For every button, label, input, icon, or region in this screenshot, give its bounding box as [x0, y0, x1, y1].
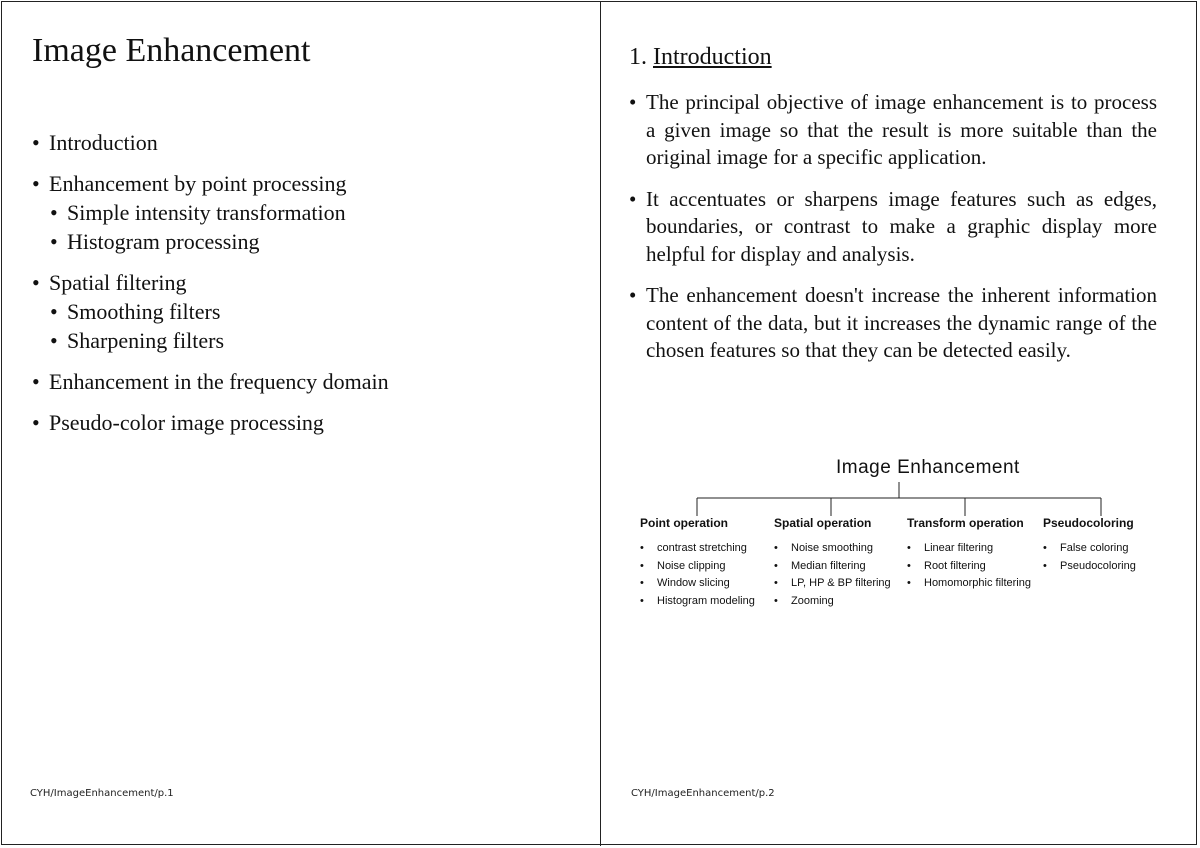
toc-item-label: Spatial filtering	[49, 270, 187, 295]
section-number: 1.	[629, 44, 647, 70]
toc-list	[32, 128, 572, 449]
bullet-icon: •	[907, 542, 911, 554]
toc-subitem-label: Simple intensity transformation	[67, 200, 346, 225]
list-item	[907, 575, 1031, 593]
toc-subitem-label: Smoothing filters	[67, 299, 221, 324]
list-item	[774, 540, 891, 558]
list-item	[640, 558, 755, 576]
list-item-label: Window slicing	[657, 577, 730, 589]
list-item	[640, 593, 755, 611]
paragraph-text: The enhancement doesn't increase the inherent information content of the data, but it increases the dynamic range of the chosen features so that they can be detected easily.	[646, 283, 1157, 362]
toc-item	[32, 169, 572, 198]
bullet-icon: •	[1043, 542, 1047, 554]
bullet-icon: •	[774, 542, 778, 554]
bullet-icon: •	[907, 577, 911, 589]
bullet-icon: •	[32, 410, 40, 435]
diagram-column-transform	[907, 516, 1031, 593]
bullet-icon: •	[50, 299, 58, 324]
list-item-label: Pseudocoloring	[1060, 559, 1136, 572]
list-item-label: Median filtering	[791, 559, 866, 572]
list-item	[640, 575, 755, 593]
paragraph-list	[629, 89, 1157, 379]
bullet-icon: •	[640, 542, 644, 554]
bullet-icon: •	[629, 283, 637, 307]
paragraph	[629, 186, 1157, 269]
bullet-icon: •	[50, 328, 58, 353]
toc-item-label: Enhancement in the frequency domain	[49, 369, 389, 394]
toc-item	[32, 367, 572, 396]
list-item	[907, 540, 1031, 558]
toc-subitem	[32, 198, 572, 227]
right-page	[601, 0, 1200, 848]
bullet-icon: •	[629, 90, 637, 114]
toc-group	[32, 367, 572, 396]
bullet-icon: •	[32, 171, 40, 196]
list-item-label: contrast stretching	[657, 542, 747, 554]
section-title: Introduction	[653, 44, 772, 70]
diagram-column-spatial	[774, 516, 891, 610]
toc-item-label: Pseudo-color image processing	[49, 410, 324, 435]
list-item	[1043, 540, 1136, 558]
column-list	[907, 540, 1031, 593]
toc-item	[32, 268, 572, 297]
toc-subitem-label: Sharpening filters	[67, 328, 225, 353]
toc-group	[32, 169, 572, 256]
list-item-label: Linear filtering	[924, 542, 994, 554]
column-list	[640, 540, 755, 610]
bullet-icon: •	[1043, 559, 1047, 572]
list-item	[774, 558, 891, 576]
page-title: Image Enhancement	[32, 32, 311, 69]
section-heading	[629, 44, 772, 71]
bullet-icon: •	[50, 200, 58, 225]
toc-group	[32, 408, 572, 437]
paragraph	[629, 282, 1157, 365]
list-item-label: Histogram modeling	[657, 594, 755, 607]
toc-item	[32, 128, 572, 157]
toc-item-label: Introduction	[49, 130, 158, 155]
list-item-label: False coloring	[1060, 542, 1129, 554]
column-list	[1043, 540, 1136, 575]
list-item-label: Homomorphic filtering	[924, 577, 1031, 589]
bullet-icon: •	[32, 130, 40, 155]
paragraph	[629, 89, 1157, 172]
diagram-column-point	[640, 516, 755, 610]
diagram-column-pseudo	[1043, 516, 1136, 575]
diagram-title: Image Enhancement	[836, 457, 1020, 478]
column-list	[774, 540, 891, 610]
bullet-icon: •	[907, 559, 911, 572]
list-item-label: Zooming	[791, 594, 834, 607]
list-item	[640, 540, 755, 558]
bullet-icon: •	[774, 577, 778, 589]
bullet-icon: •	[32, 270, 40, 295]
column-heading: Pseudocoloring	[1043, 516, 1134, 530]
bullet-icon: •	[774, 559, 778, 572]
bullet-icon: •	[774, 594, 778, 607]
toc-item-label: Enhancement by point processing	[49, 171, 347, 196]
toc-item	[32, 408, 572, 437]
page-footer: CYH/ImageEnhancement/p.2	[631, 788, 775, 799]
list-item	[774, 575, 891, 593]
list-item	[907, 558, 1031, 576]
column-heading: Transform operation	[907, 516, 1024, 530]
bullet-icon: •	[50, 229, 58, 254]
toc-group	[32, 128, 572, 157]
bullet-icon: •	[640, 594, 644, 607]
paragraph-text: It accentuates or sharpens image features such as edges, boundaries, or contrast to make a graphic display more helpful for display and analysis.	[646, 186, 1157, 266]
list-item	[774, 593, 891, 611]
toc-subitem	[32, 326, 572, 355]
list-item	[1043, 558, 1136, 576]
list-item-label: LP, HP & BP filtering	[791, 577, 891, 589]
bullet-icon: •	[640, 559, 644, 572]
list-item-label: Noise smoothing	[791, 542, 873, 554]
enhancement-tree-diagram	[601, 452, 1200, 632]
toc-subitem	[32, 297, 572, 326]
column-heading: Point operation	[640, 516, 728, 530]
column-heading: Spatial operation	[774, 516, 872, 530]
bullet-icon: •	[629, 186, 637, 211]
paragraph-text: The principal objective of image enhancement is to process a given image so that the result is more suitable than the original image for a specific application.	[646, 90, 1157, 169]
toc-subitem-label: Histogram processing	[67, 229, 260, 254]
toc-group	[32, 268, 572, 355]
list-item-label: Noise clipping	[657, 559, 726, 572]
list-item-label: Root filtering	[924, 559, 986, 572]
page-footer: CYH/ImageEnhancement/p.1	[30, 788, 174, 799]
toc-subitem	[32, 227, 572, 256]
bullet-icon: •	[32, 369, 40, 394]
bullet-icon: •	[640, 577, 644, 589]
